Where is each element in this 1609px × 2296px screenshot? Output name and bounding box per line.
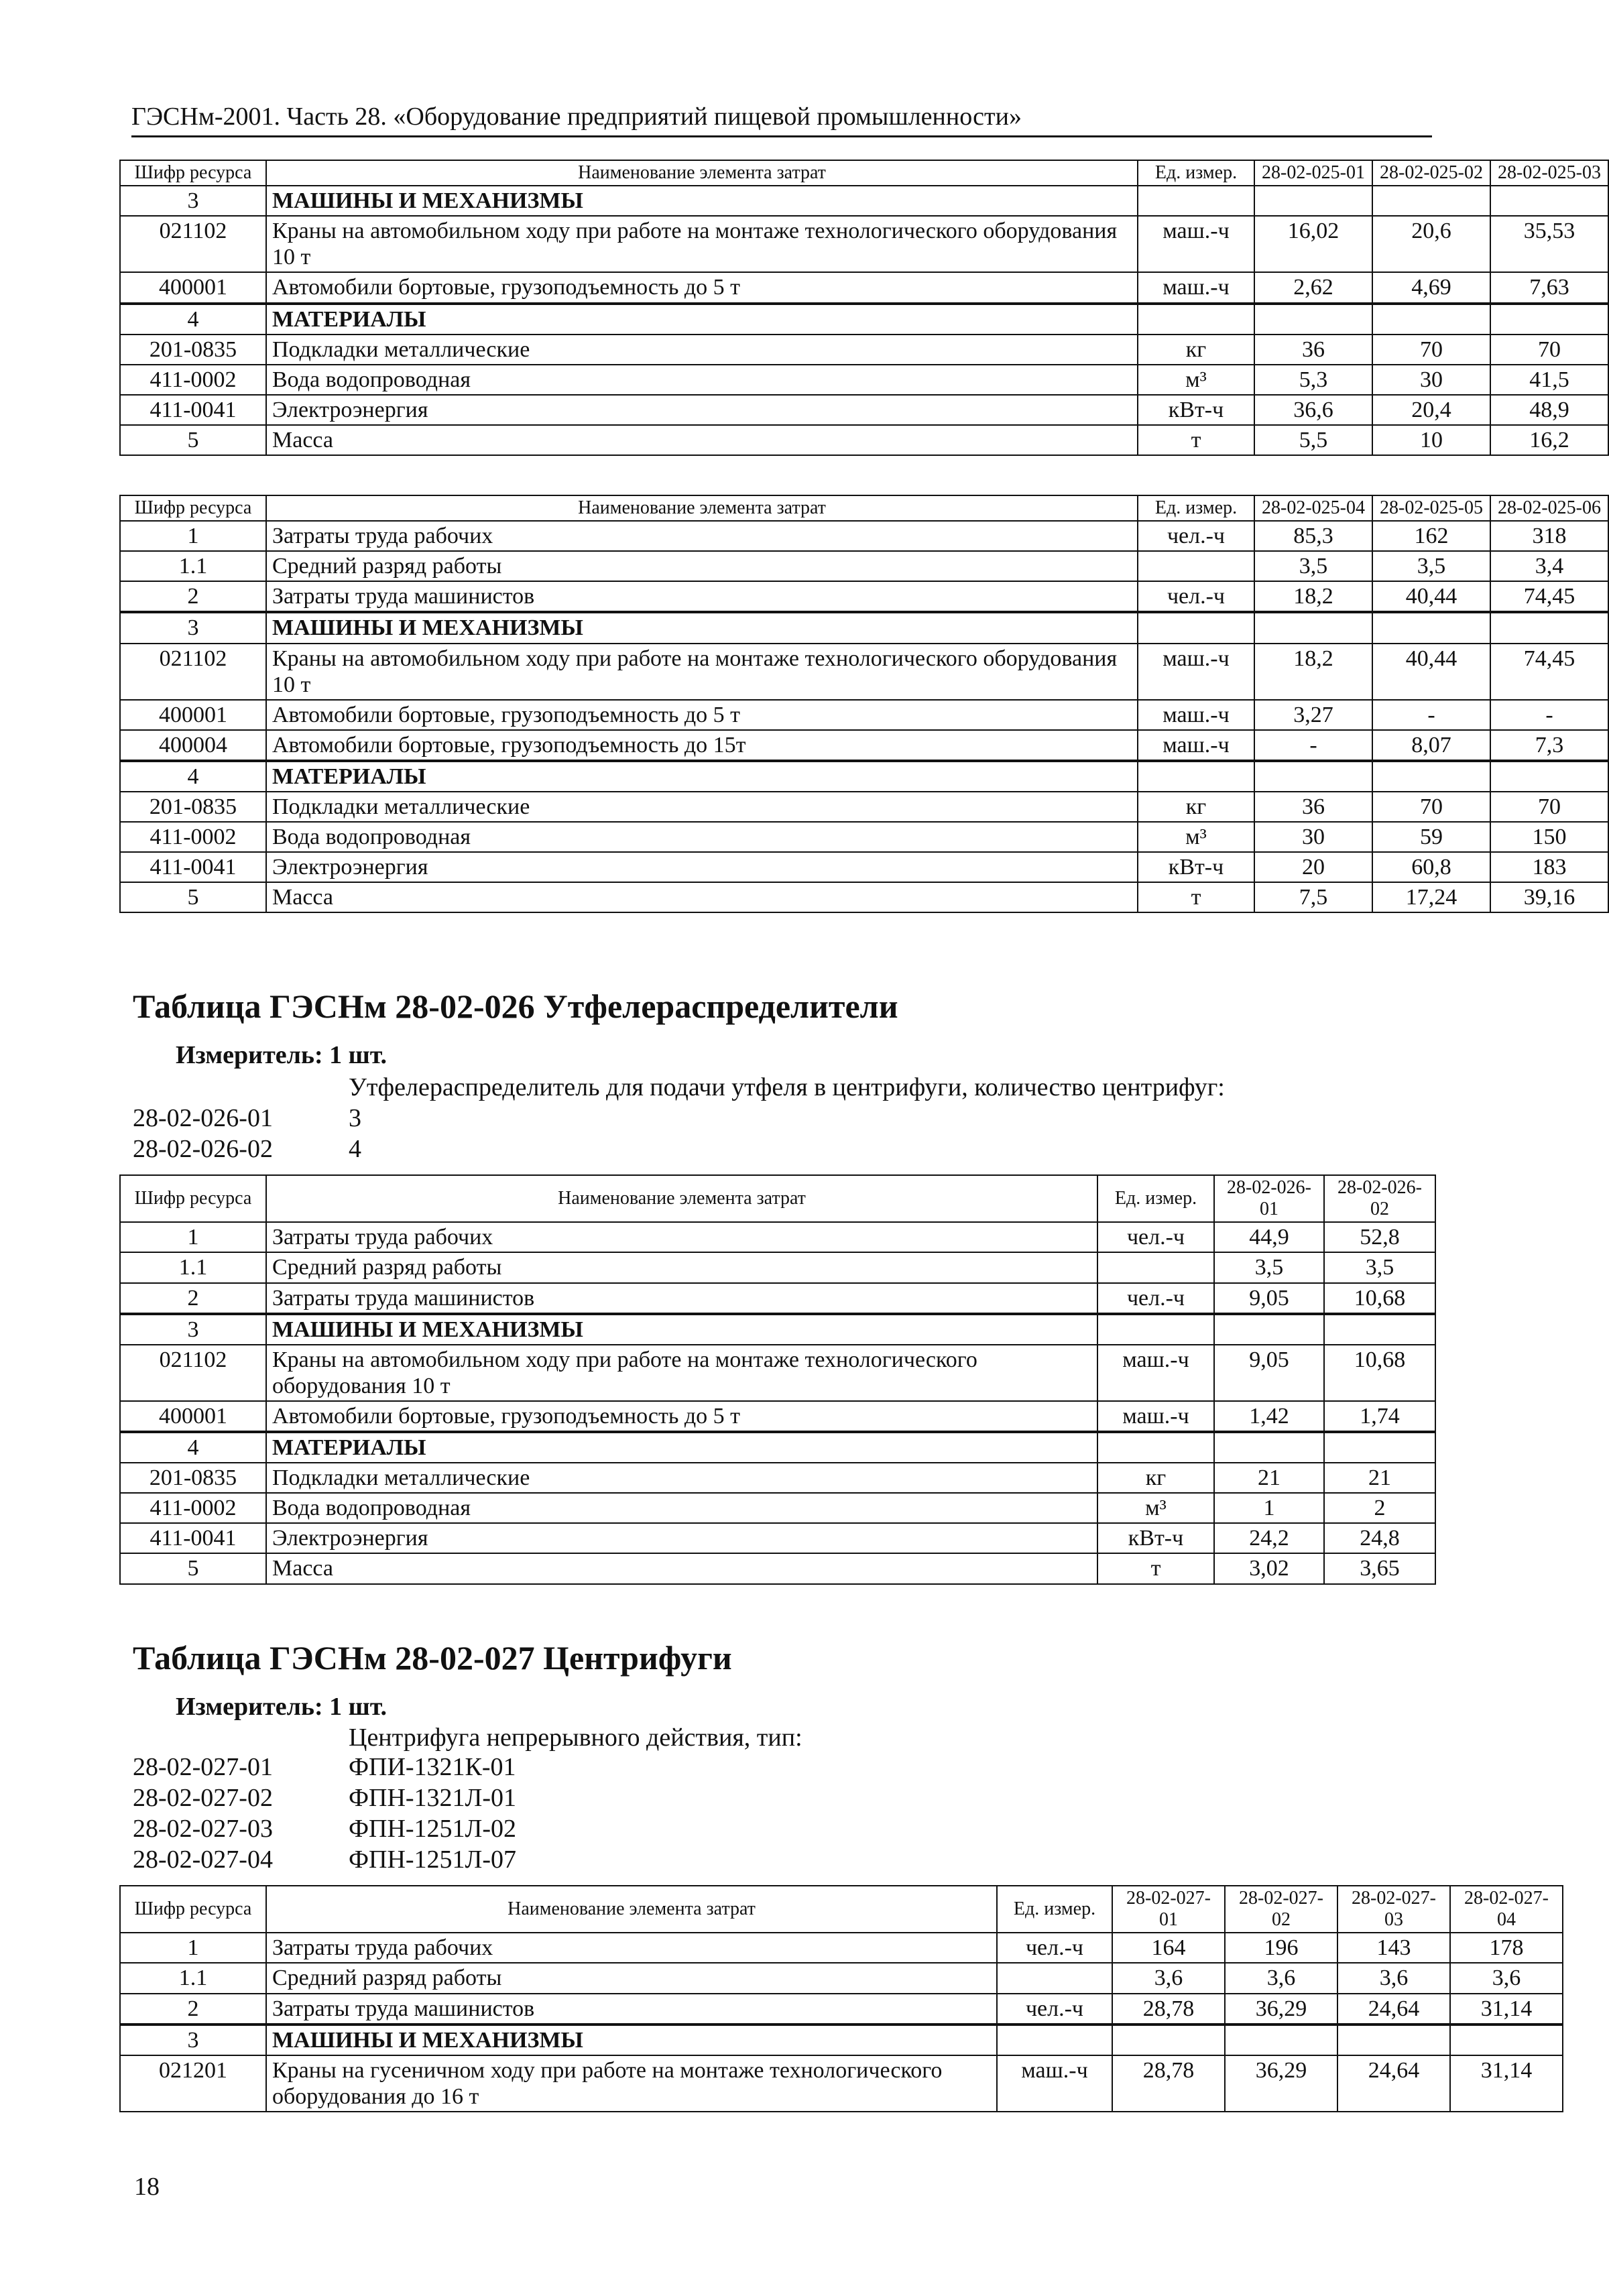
norm-value — [1450, 2025, 1563, 2055]
resource-code: 411-0002 — [120, 822, 266, 852]
resource-code: 1.1 — [120, 1252, 266, 1282]
resource-code: 4 — [120, 761, 266, 792]
resource-code: 1 — [120, 521, 266, 551]
table-row — [120, 882, 1608, 912]
section-row — [120, 186, 1608, 216]
norm-value: 3,27 — [1254, 700, 1372, 730]
column-header-unit: Ед. измер. — [1138, 160, 1254, 186]
norm-value: 196 — [1225, 1933, 1337, 1963]
norm-value: 17,24 — [1372, 882, 1490, 912]
unit: чел.-ч — [1097, 1222, 1214, 1252]
resource-name: Краны на автомобильном ходу при работе на монтаже технологического оборудования 10 т — [266, 644, 1138, 700]
norm-value: 28,78 — [1112, 1994, 1225, 2025]
unit — [1138, 186, 1254, 216]
norm-value: 10,68 — [1324, 1345, 1435, 1401]
norm-value: 52,8 — [1324, 1222, 1435, 1252]
table-header-row — [120, 160, 1608, 186]
norm-value — [1490, 761, 1608, 792]
resource-name: Затраты труда машинистов — [266, 1994, 997, 2025]
norm-value — [1324, 1314, 1435, 1345]
resource-name: Вода водопроводная — [266, 365, 1138, 395]
norm-value — [1254, 761, 1372, 792]
resource-name: Автомобили бортовые, грузоподъемность до 5 т — [266, 700, 1138, 730]
table-row — [120, 365, 1608, 395]
resource-code: 201-0835 — [120, 335, 266, 365]
column-header-name: Наименование элемента затрат — [266, 1886, 997, 1933]
norm-value: 30 — [1254, 822, 1372, 852]
resource-name: Масса — [266, 882, 1138, 912]
resource-code: 1.1 — [120, 1963, 266, 1993]
resource-name: МАТЕРИАЛЫ — [266, 761, 1138, 792]
unit: маш.-ч — [1138, 272, 1254, 303]
norm-value: 48,9 — [1490, 395, 1608, 425]
norm-value — [1372, 304, 1490, 335]
table-row — [120, 822, 1608, 852]
norm-value: 30 — [1372, 365, 1490, 395]
norm-value: 36 — [1254, 792, 1372, 822]
resource-name: Краны на автомобильном ходу при работе на монтаже технологического оборудования 10 т — [266, 216, 1138, 272]
resource-code: 201-0835 — [120, 792, 266, 822]
table-row — [120, 1463, 1435, 1493]
norm-value: 40,44 — [1372, 581, 1490, 612]
norm-value: 74,45 — [1490, 581, 1608, 612]
resource-name: Масса — [266, 425, 1138, 455]
norm-value: 10,68 — [1324, 1283, 1435, 1314]
norm-value: 24,2 — [1214, 1523, 1324, 1553]
resource-name: Вода водопроводная — [266, 1493, 1097, 1523]
unit — [997, 1963, 1112, 1993]
norm-value: 3,6 — [1337, 1963, 1450, 1993]
column-header-norm-code: 28-02-027-01 — [1112, 1886, 1225, 1933]
resource-name: Масса — [266, 1553, 1097, 1583]
table-row — [120, 852, 1608, 882]
column-header-norm-code: 28-02-025-06 — [1490, 495, 1608, 521]
item-value: 4 — [349, 1135, 361, 1163]
norm-value: 70 — [1490, 335, 1608, 365]
norm-value: 31,14 — [1450, 1994, 1563, 2025]
norm-value: 21 — [1214, 1463, 1324, 1493]
resource-name: МАШИНЫ И МЕХАНИЗМЫ — [266, 612, 1138, 643]
unit — [1097, 1252, 1214, 1282]
item-code: 28-02-027-01 — [133, 1753, 273, 1781]
resource-code: 411-0041 — [120, 395, 266, 425]
norm-value: 40,44 — [1372, 644, 1490, 700]
table-row — [120, 792, 1608, 822]
norm-value: 318 — [1490, 521, 1608, 551]
column-header-norm-code: 28-02-027-02 — [1225, 1886, 1337, 1933]
table-row — [120, 1222, 1435, 1252]
column-header-code: Шифр ресурса — [120, 1886, 266, 1933]
unit — [1097, 1314, 1214, 1345]
resource-code: 411-0041 — [120, 852, 266, 882]
norm-value: 3,5 — [1324, 1252, 1435, 1282]
norm-value — [1490, 186, 1608, 216]
norm-value: 7,3 — [1490, 730, 1608, 761]
resource-name: МАШИНЫ И МЕХАНИЗМЫ — [266, 186, 1138, 216]
resource-name: Подкладки металлические — [266, 335, 1138, 365]
column-header-unit: Ед. измер. — [997, 1886, 1112, 1933]
norm-value: 9,05 — [1214, 1345, 1324, 1401]
norm-value: 36,6 — [1254, 395, 1372, 425]
table-row — [120, 581, 1608, 612]
resource-name: Электроэнергия — [266, 852, 1138, 882]
norm-value: 143 — [1337, 1933, 1450, 1963]
resource-name: МАШИНЫ И МЕХАНИЗМЫ — [266, 1314, 1097, 1345]
table-row — [120, 551, 1608, 581]
norm-value: 16,2 — [1490, 425, 1608, 455]
norm-value: 3,5 — [1254, 551, 1372, 581]
column-header-norm-code: 28-02-026-01 — [1214, 1175, 1324, 1222]
section-row — [120, 2025, 1563, 2055]
resource-name: Электроэнергия — [266, 1523, 1097, 1553]
table-row — [120, 1994, 1563, 2025]
resource-name: МАТЕРИАЛЫ — [266, 1432, 1097, 1463]
resource-code: 400001 — [120, 1401, 266, 1432]
table-row — [120, 730, 1608, 761]
column-header-norm-code: 28-02-025-01 — [1254, 160, 1372, 186]
item-code: 28-02-026-02 — [133, 1135, 273, 1163]
norm-value: 3,02 — [1214, 1553, 1324, 1583]
norm-value: 8,07 — [1372, 730, 1490, 761]
resource-name: Средний разряд работы — [266, 1963, 997, 1993]
table-row — [120, 1252, 1435, 1282]
table-row — [120, 395, 1608, 425]
resource-name: Автомобили бортовые, грузоподъемность до 5 т — [266, 272, 1138, 303]
resource-code: 5 — [120, 882, 266, 912]
unit: маш.-ч — [1138, 644, 1254, 700]
section-row — [120, 612, 1608, 643]
norm-value: 20 — [1254, 852, 1372, 882]
resource-code: 4 — [120, 1432, 266, 1463]
norm-value: 2,62 — [1254, 272, 1372, 303]
resource-code: 400001 — [120, 272, 266, 303]
section-row — [120, 761, 1608, 792]
resource-code: 3 — [120, 186, 266, 216]
norm-value: 3,6 — [1450, 1963, 1563, 1993]
section-row — [120, 1314, 1435, 1345]
norm-value: 31,14 — [1450, 2055, 1563, 2112]
resource-name: Автомобили бортовые, грузоподъемность до 5 т — [266, 1401, 1097, 1432]
unit: т — [1097, 1553, 1214, 1583]
resource-code: 411-0002 — [120, 1493, 266, 1523]
table-row — [120, 272, 1608, 303]
table-row — [120, 1493, 1435, 1523]
norm-value: 44,9 — [1214, 1222, 1324, 1252]
resource-name: Затраты труда машинистов — [266, 581, 1138, 612]
column-header-unit: Ед. измер. — [1138, 495, 1254, 521]
resource-name: Автомобили бортовые, грузоподъемность до 15т — [266, 730, 1138, 761]
column-header-norm-code: 28-02-026-02 — [1324, 1175, 1435, 1222]
norm-value: 9,05 — [1214, 1283, 1324, 1314]
section-row — [120, 304, 1608, 335]
norm-value: 18,2 — [1254, 581, 1372, 612]
item-value: ФПН-1251Л-02 — [349, 1815, 516, 1843]
unit: м³ — [1138, 365, 1254, 395]
unit: т — [1138, 425, 1254, 455]
table-row — [120, 1933, 1563, 1963]
item-value: 3 — [349, 1104, 361, 1132]
unit: чел.-ч — [1097, 1283, 1214, 1314]
unit: кВт-ч — [1097, 1523, 1214, 1553]
unit: м³ — [1097, 1493, 1214, 1523]
norm-value: 183 — [1490, 852, 1608, 882]
resource-name: МАШИНЫ И МЕХАНИЗМЫ — [266, 2025, 997, 2055]
resource-code: 1 — [120, 1933, 266, 1963]
norm-value: 20,6 — [1372, 216, 1490, 272]
column-header-code: Шифр ресурса — [120, 1175, 266, 1222]
resource-code: 021102 — [120, 216, 266, 272]
measure-026: Измеритель: 1 шт. — [176, 1041, 388, 1069]
norm-value: 35,53 — [1490, 216, 1608, 272]
norm-value: 162 — [1372, 521, 1490, 551]
norm-value — [1214, 1432, 1324, 1463]
unit: кг — [1138, 335, 1254, 365]
norm-value — [1324, 1432, 1435, 1463]
resource-name: МАТЕРИАЛЫ — [266, 304, 1138, 335]
norm-value: 70 — [1372, 792, 1490, 822]
resource-code: 3 — [120, 1314, 266, 1345]
norm-value: 39,16 — [1490, 882, 1608, 912]
unit: чел.-ч — [1138, 581, 1254, 612]
norm-value: 1,74 — [1324, 1401, 1435, 1432]
resource-name: Затраты труда рабочих — [266, 1933, 997, 1963]
table-row — [120, 2055, 1563, 2112]
column-header-norm-code: 28-02-025-05 — [1372, 495, 1490, 521]
unit: кг — [1138, 792, 1254, 822]
resource-name: Краны на автомобильном ходу при работе на монтаже технологического оборудования 10 т — [266, 1345, 1097, 1401]
norm-value: 5,3 — [1254, 365, 1372, 395]
desc-026: Утфелераспределитель для подачи утфеля в центрифуги, количество центрифуг: — [349, 1073, 1225, 1101]
resource-code: 2 — [120, 1283, 266, 1314]
section-row — [120, 1432, 1435, 1463]
resource-name: Краны на гусеничном ходу при работе на монтаже технологического оборудования до 16 т — [266, 2055, 997, 2112]
column-header-norm-code: 28-02-027-03 — [1337, 1886, 1450, 1933]
norm-value — [1372, 761, 1490, 792]
norm-value — [1490, 304, 1608, 335]
column-header-code: Шифр ресурса — [120, 160, 266, 186]
resource-name: Средний разряд работы — [266, 1252, 1097, 1282]
desc-027: Центрифуга непрерывного действия, тип: — [349, 1724, 802, 1752]
norm-value: 7,63 — [1490, 272, 1608, 303]
resource-code: 5 — [120, 1553, 266, 1583]
resource-code: 021201 — [120, 2055, 266, 2112]
table-row — [120, 521, 1608, 551]
table-header-row — [120, 1886, 1563, 1933]
norm-value: 70 — [1490, 792, 1608, 822]
table-header-row — [120, 1175, 1435, 1222]
column-header-norm-code: 28-02-027-04 — [1450, 1886, 1563, 1933]
table-row — [120, 1283, 1435, 1314]
unit — [1138, 761, 1254, 792]
resource-code: 4 — [120, 304, 266, 335]
unit: маш.-ч — [1138, 216, 1254, 272]
norm-value: 4,69 — [1372, 272, 1490, 303]
norm-value — [1372, 186, 1490, 216]
resource-code: 1 — [120, 1222, 266, 1252]
unit: т — [1138, 882, 1254, 912]
item-code: 28-02-026-01 — [133, 1104, 273, 1132]
norm-value: 70 — [1372, 335, 1490, 365]
norm-value: 36,29 — [1225, 2055, 1337, 2112]
running-header: ГЭСНм-2001. Часть 28. «Оборудование предприятий пищевой промышленности» — [131, 102, 1432, 137]
measure-027: Измеритель: 1 шт. — [176, 1693, 388, 1721]
item-code: 28-02-027-04 — [133, 1846, 273, 1874]
resource-code: 021102 — [120, 644, 266, 700]
unit: маш.-ч — [1097, 1401, 1214, 1432]
column-header-norm-code: 28-02-025-02 — [1372, 160, 1490, 186]
norm-value: - — [1254, 730, 1372, 761]
norm-value: 3,5 — [1372, 551, 1490, 581]
resource-name: Подкладки металлические — [266, 1463, 1097, 1493]
norm-value: 3,4 — [1490, 551, 1608, 581]
unit — [1138, 612, 1254, 643]
unit: чел.-ч — [1138, 521, 1254, 551]
resource-name: Подкладки металлические — [266, 792, 1138, 822]
unit — [1097, 1432, 1214, 1463]
norm-value: 164 — [1112, 1933, 1225, 1963]
resource-code: 1.1 — [120, 551, 266, 581]
resource-name: Средний разряд работы — [266, 551, 1138, 581]
norm-value — [1112, 2025, 1225, 2055]
table-header-row — [120, 495, 1608, 521]
norm-value: 16,02 — [1254, 216, 1372, 272]
norm-value: 24,64 — [1337, 1994, 1450, 2025]
unit: кВт-ч — [1138, 852, 1254, 882]
norm-value — [1254, 304, 1372, 335]
norm-value — [1337, 2025, 1450, 2055]
item-value: ФПИ-1321К-01 — [349, 1753, 516, 1781]
item-code: 28-02-027-02 — [133, 1784, 273, 1812]
table-row — [120, 1523, 1435, 1553]
table-row — [120, 335, 1608, 365]
table-row — [120, 1963, 1563, 1993]
table-title-026: Таблица ГЭСНм 28-02-026 Утфелераспределители — [133, 987, 898, 1025]
norm-value: - — [1490, 700, 1608, 730]
resource-code: 400004 — [120, 730, 266, 761]
unit: кг — [1097, 1463, 1214, 1493]
table-row — [120, 216, 1608, 272]
norm-value: 59 — [1372, 822, 1490, 852]
resource-name: Вода водопроводная — [266, 822, 1138, 852]
resource-code: 400001 — [120, 700, 266, 730]
resource-table-025-b — [119, 495, 1609, 913]
norm-value: 1 — [1214, 1493, 1324, 1523]
resource-code: 2 — [120, 1994, 266, 2025]
unit — [997, 2025, 1112, 2055]
column-header-name: Наименование элемента затрат — [266, 1175, 1097, 1222]
resource-table-027 — [119, 1885, 1563, 2112]
norm-value — [1490, 612, 1608, 643]
norm-value: 18,2 — [1254, 644, 1372, 700]
item-code: 28-02-027-03 — [133, 1815, 273, 1843]
resource-name: Затраты труда машинистов — [266, 1283, 1097, 1314]
unit: маш.-ч — [1138, 730, 1254, 761]
table-row — [120, 644, 1608, 700]
resource-name: Затраты труда рабочих — [266, 1222, 1097, 1252]
column-header-unit: Ед. измер. — [1097, 1175, 1214, 1222]
norm-value: 20,4 — [1372, 395, 1490, 425]
norm-value: 36 — [1254, 335, 1372, 365]
table-row — [120, 1401, 1435, 1432]
norm-value: 24,64 — [1337, 2055, 1450, 2112]
norm-value — [1214, 1314, 1324, 1345]
resource-table-026 — [119, 1174, 1436, 1585]
resource-name: Электроэнергия — [266, 395, 1138, 425]
column-header-norm-code: 28-02-025-04 — [1254, 495, 1372, 521]
norm-value — [1254, 612, 1372, 643]
norm-value — [1254, 186, 1372, 216]
norm-value: 74,45 — [1490, 644, 1608, 700]
norm-value: 28,78 — [1112, 2055, 1225, 2112]
norm-value: 7,5 — [1254, 882, 1372, 912]
norm-value: 5,5 — [1254, 425, 1372, 455]
unit: чел.-ч — [997, 1933, 1112, 1963]
norm-value: 178 — [1450, 1933, 1563, 1963]
table-title-027: Таблица ГЭСНм 28-02-027 Центрифуги — [133, 1639, 732, 1677]
unit: маш.-ч — [1097, 1345, 1214, 1401]
unit: чел.-ч — [997, 1994, 1112, 2025]
unit: м³ — [1138, 822, 1254, 852]
unit — [1138, 551, 1254, 581]
table-row — [120, 1345, 1435, 1401]
resource-code: 411-0002 — [120, 365, 266, 395]
column-header-name: Наименование элемента затрат — [266, 160, 1138, 186]
unit: маш.-ч — [997, 2055, 1112, 2112]
norm-value: 24,8 — [1324, 1523, 1435, 1553]
item-value: ФПН-1251Л-07 — [349, 1846, 516, 1874]
table-row — [120, 700, 1608, 730]
norm-value: 36,29 — [1225, 1994, 1337, 2025]
norm-value: 60,8 — [1372, 852, 1490, 882]
norm-value: 3,6 — [1225, 1963, 1337, 1993]
norm-value: 10 — [1372, 425, 1490, 455]
norm-value: 2 — [1324, 1493, 1435, 1523]
resource-name: Затраты труда рабочих — [266, 521, 1138, 551]
norm-value: 3,65 — [1324, 1553, 1435, 1583]
unit — [1138, 304, 1254, 335]
norm-value: 21 — [1324, 1463, 1435, 1493]
unit: маш.-ч — [1138, 700, 1254, 730]
unit: кВт-ч — [1138, 395, 1254, 425]
norm-value: 41,5 — [1490, 365, 1608, 395]
resource-code: 3 — [120, 612, 266, 643]
norm-value: 3,5 — [1214, 1252, 1324, 1282]
resource-code: 3 — [120, 2025, 266, 2055]
norm-value: 3,6 — [1112, 1963, 1225, 1993]
resource-code: 411-0041 — [120, 1523, 266, 1553]
column-header-norm-code: 28-02-025-03 — [1490, 160, 1608, 186]
norm-value: 85,3 — [1254, 521, 1372, 551]
table-row — [120, 425, 1608, 455]
norm-value — [1372, 612, 1490, 643]
norm-value: - — [1372, 700, 1490, 730]
resource-code: 2 — [120, 581, 266, 612]
norm-value — [1225, 2025, 1337, 2055]
resource-code: 201-0835 — [120, 1463, 266, 1493]
table-row — [120, 1553, 1435, 1583]
column-header-code: Шифр ресурса — [120, 495, 266, 521]
resource-table-025-a — [119, 160, 1609, 456]
column-header-name: Наименование элемента затрат — [266, 495, 1138, 521]
page-number: 18 — [134, 2173, 160, 2201]
norm-value: 1,42 — [1214, 1401, 1324, 1432]
item-value: ФПН-1321Л-01 — [349, 1784, 516, 1812]
norm-value: 150 — [1490, 822, 1608, 852]
resource-code: 021102 — [120, 1345, 266, 1401]
resource-code: 5 — [120, 425, 266, 455]
